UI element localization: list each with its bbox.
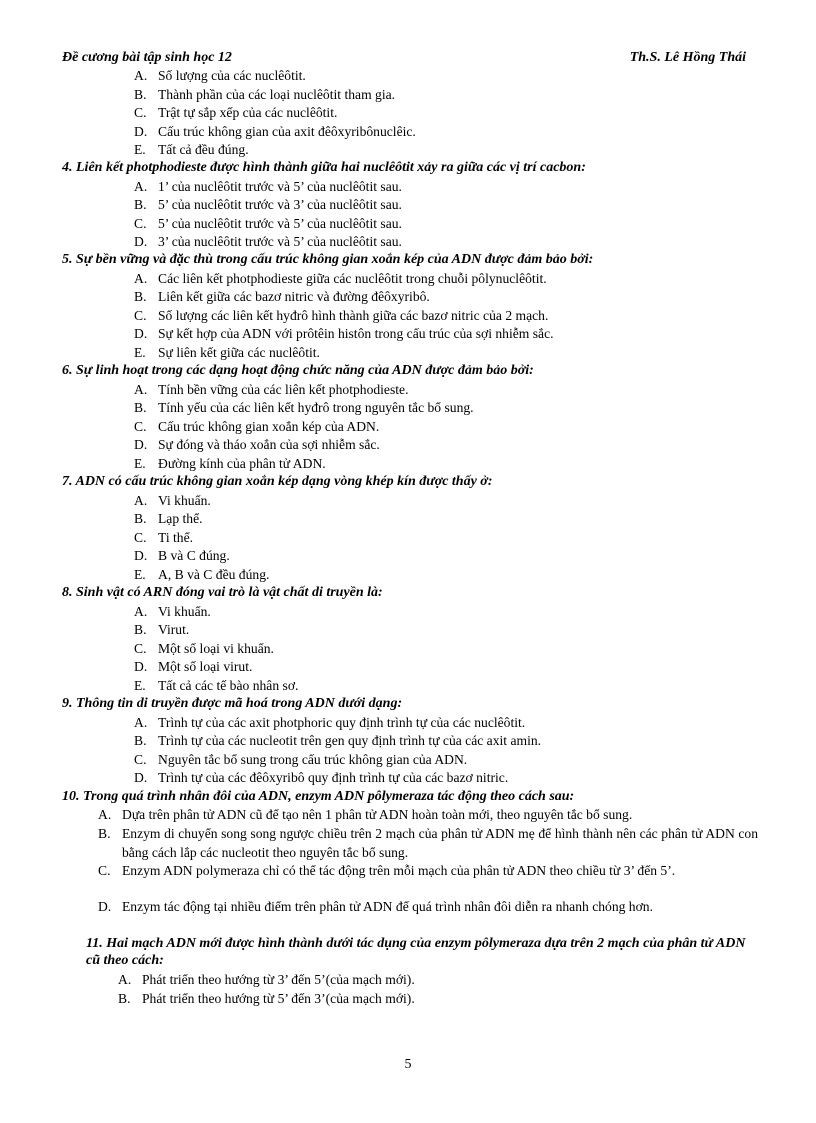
list-item: D. Sự đóng và tháo xoắn của sợi nhiễm sắc. [134,437,380,452]
list-item: D. Cấu trúc không gian của axit đêôxyribônuclêic. [134,124,416,139]
question-5: 5. Sự bền vững và đặc thù trong cấu trúc không gian xoắn kép của ADN được đảm bảo bởi: [62,252,594,267]
list-item: D. B và C đúng. [134,548,230,563]
list-item: C. Số lượng các liên kết hyđrô hình thành giữa các bazơ nitric của 2 mạch. [134,308,549,323]
list-item: B. Thành phần của các loại nuclêôtit tham gia. [134,87,396,102]
question-4: 4. Liên kết photphodieste được hình thành giữa hai nuclêôtit xảy ra giữa các vị trí cacbon: [62,160,586,175]
question-7: 7. ADN có cấu trúc không gian xoắn kép dạng vòng khép kín được thấy ở: [62,474,493,489]
list-item: C. Trật tự sắp xếp của các nuclêôtit. [134,105,338,120]
list-item: D. Sự kết hợp của ADN với prôtêin histôn trong cấu trúc của sợi nhiễm sắc. [134,326,554,341]
list-item: E. A, B và C đều đúng. [134,567,270,582]
list-item: C. 5’ của nuclêôtit trước và 5’ của nuclêôtit sau. [134,216,402,231]
list-item: D. Một số loại virut. [134,659,253,674]
list-item: B. Tính yếu của các liên kết hyđrô trong nguyên tắc bổ sung. [134,400,474,415]
question-10: 10. Trong quá trình nhân đôi của ADN, enzym ADN pôlymeraza tác động theo cách sau: [62,789,575,804]
list-item: A. 1’ của nuclêôtit trước và 5’ của nuclêôtit sau. [134,179,402,194]
list-item: A. Số lượng của các nuclêôtit. [134,68,306,83]
list-item: D. Trình tự của các đêôxyribô quy định trình tự của các bazơ nitric. [134,770,509,785]
list-item: E. Đường kính của phân tử ADN. [134,456,326,471]
list-item: C. Ti thể. [134,530,194,545]
list-item: B. Enzym di chuyển song song ngược chiều trên 2 mạch của phân tử ADN mẹ để hình thành nên các phân tử ADN con bằng cách lắp các nucleotit theo nguyên tắc bổ sung. [98,826,758,860]
list-item: B. Lạp thể. [134,511,203,526]
list-item: A. Trình tự của các axit photphoric quy định trình tự của các nuclêôtit. [134,715,526,730]
header-author: Th.S. Lê Hồng Thái [629,50,746,65]
question-9: 9. Thông tin di truyền được mã hoá trong ADN dưới dạng: [62,696,403,711]
list-item: D. Enzym tác động tại nhiều điểm trên phân tử ADN để quá trình nhân đôi diễn ra nhanh chóng hơn. [98,899,653,914]
list-item: A. Dựa trên phân tử ADN cũ để tạo nên 1 phân tử ADN hoàn toàn mới, theo nguyên tắc bổ sung. [98,807,633,822]
page-number: 5 [404,1057,412,1072]
question-11: 11. Hai mạch ADN mới được hình thành dưới tác dụng của enzym pôlymeraza dựa trên 2 mạch của phân tử ADN cũ theo cách: [86,936,746,968]
list-item: A. Các liên kết photphodieste giữa các nuclêôtit trong chuỗi pôlynuclêôtit. [134,271,547,286]
list-item: C. Enzym ADN polymeraza chỉ có thể tác động trên mỗi mạch của phân tử ADN theo chiều từ 3’ đến 5’. [98,863,676,878]
list-item: D. 3’ của nuclêôtit trước và 5’ của nuclêôtit sau. [134,234,402,249]
list-item: B. 5’ của nuclêôtit trước và 3’ của nuclêôtit sau. [134,197,402,212]
list-item: A. Phát triển theo hướng từ 3’ đến 5’(của mạch mới). [118,972,415,987]
question-8: 8. Sinh vật có ARN đóng vai trò là vật chất di truyền là: [62,585,383,600]
list-item: C. Cấu trúc không gian xoắn kép của ADN. [134,419,380,434]
list-item: E. Tất cả các tế bào nhân sơ. [134,678,299,693]
list-item: A. Vi khuẩn. [134,604,211,619]
list-item: C. Nguyên tắc bổ sung trong cấu trúc không gian của ADN. [134,752,468,767]
list-item: A. Vi khuẩn. [134,493,211,508]
question-6: 6. Sự linh hoạt trong các dạng hoạt động chức năng của ADN được đảm bảo bởi: [62,363,534,378]
list-item: C. Một số loại vi khuẩn. [134,641,274,656]
list-item: B. Virut. [134,622,190,637]
header-left-title: Đề cương bài tập sinh học 12 [62,50,232,65]
list-item: B. Liên kết giữa các bazơ nitric và đường đêôxyribô. [134,289,430,304]
list-item: A. Tính bền vững của các liên kết photphodieste. [134,382,409,397]
list-item: E. Tất cả đều đúng. [134,142,249,157]
list-item: B. Phát triển theo hướng từ 5’ đến 3’(của mạch mới). [118,991,415,1006]
list-item: B. Trình tự của các nucleotit trên gen quy định trình tự của các axit amin. [134,733,542,748]
list-item: E. Sự liên kết giữa các nuclêôtit. [134,345,320,360]
